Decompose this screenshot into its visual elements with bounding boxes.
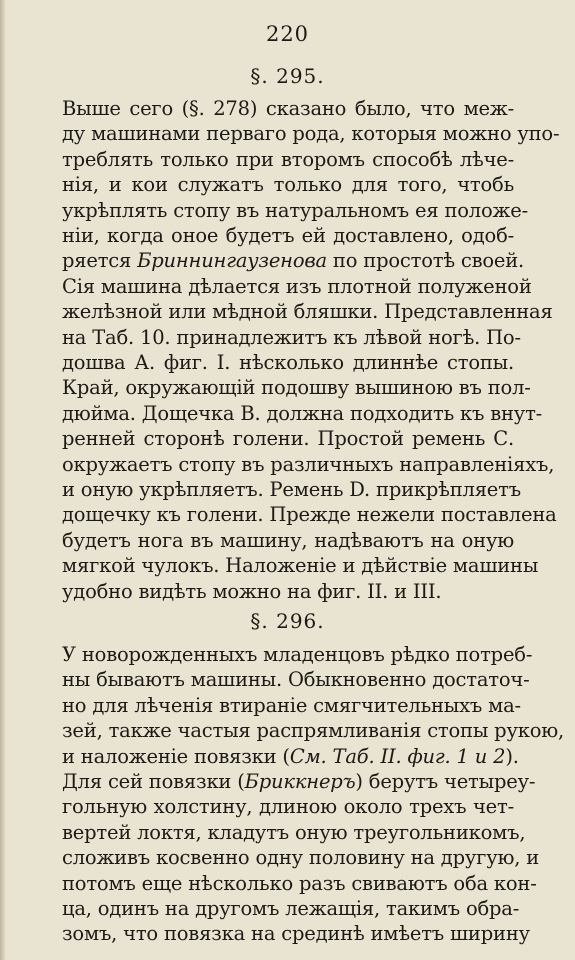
section-heading-296: §. 296. (250, 609, 325, 633)
paragraph-line: укрѣплять стопу въ натуральномъ ея положе- (62, 198, 528, 222)
paragraph-line: окружаетъ стопу въ различныхъ направленіяхъ, (62, 452, 555, 476)
paragraph-line: на Таб. 10. принадлежитъ къ лѣвой ногѣ. По- (62, 325, 521, 349)
paragraph-line: ду машинами перваго рода, которыя можно упо- (62, 122, 560, 146)
paragraph-line: удобно видѣть можно на фиг. II. и III. (62, 579, 442, 603)
page-number: 220 (265, 22, 310, 46)
text-run: ). (505, 744, 519, 768)
paragraph-line: потомъ еще нѣсколько разъ свиваютъ оба кон- (62, 871, 537, 895)
paragraph-line (62, 743, 519, 770)
text-run: Для сей повязки ( (62, 770, 245, 793)
paragraph-line: гольную холстину, длиною около трехъ чет- (62, 795, 514, 819)
section-heading-295: §. 295. (250, 64, 325, 88)
paragraph-line: Сія машина дѣлается изъ плотной полуженой (62, 274, 532, 298)
text-run: ) берутъ четыреу- (355, 770, 536, 793)
paragraph-line: дошва А. фиг. I. нѣсколько длиннѣе стопы. (62, 351, 514, 374)
paragraph-line: вертей локтя, кладутъ оную треугольникомъ, (62, 820, 526, 844)
paragraph-line: ца, одинъ на другомъ лежащія, такимъ обра- (62, 897, 520, 920)
paragraph-line: дюйма. Дощечка В. должна подходить къ внут- (62, 401, 543, 425)
paragraph-line: но для лѣченія втираніе смягчительныхъ ма- (62, 693, 521, 717)
paragraph-line: сложивъ косвенно одну половину на другую, и (62, 846, 540, 870)
paragraph-line: и оную укрѣпляетъ. Ремень D. прикрѣпляетъ (62, 478, 521, 501)
text-run: и наложеніе повязки ( (62, 744, 290, 768)
paragraph-line: будетъ нога въ машину, надѣваютъ на оную (62, 528, 514, 552)
paragraph-line: зей, также частыя распрямливанія стопы рукою, (62, 719, 565, 743)
paragraph-line: ны бываютъ машины. Обыкновенно достаточ- (62, 668, 530, 692)
paragraph-line (62, 768, 536, 795)
paragraph-line: Край, окружающій подошву вышиною въ пол- (62, 376, 531, 400)
text-run: по простотѣ своей. (326, 249, 525, 273)
paragraph-line: Выше сего (§. 278) сказано было, что меж- (62, 97, 514, 120)
paragraph-line: ренней сторонѣ голени. Простой ремень С. (62, 427, 514, 451)
author-name-italic: Бриккнеръ (244, 770, 356, 793)
paragraph-line: У новорожденныхъ младенцовъ рѣдко потреб- (62, 643, 533, 666)
author-name-italic: Бриннингаузенова (137, 249, 327, 273)
paragraph-line (62, 247, 525, 274)
paragraph-line: треблять только при второмъ способѣ лѣче- (62, 147, 514, 171)
paragraph-line: дощечку къ голени. Прежде нежели поставлена (62, 503, 557, 527)
paragraph-line: мягкой чулокъ. Наложеніе и дѣйствіе машины (62, 554, 539, 578)
paragraph-line: зомъ, что повязка на срединѣ имѣетъ ширину (62, 922, 530, 946)
paragraph-line: желѣзной или мѣдной бляшки. Представленная (62, 300, 553, 324)
paragraph-line: ніи, когда оное будетъ ей доставлено, одоб- (62, 224, 514, 247)
text-run: ряется (62, 249, 138, 273)
paragraph-line: нія, и кои служатъ только для того, чтобь (62, 173, 514, 197)
figure-reference-italic: См. Таб. II. фиг. 1 и 2 (289, 744, 506, 768)
